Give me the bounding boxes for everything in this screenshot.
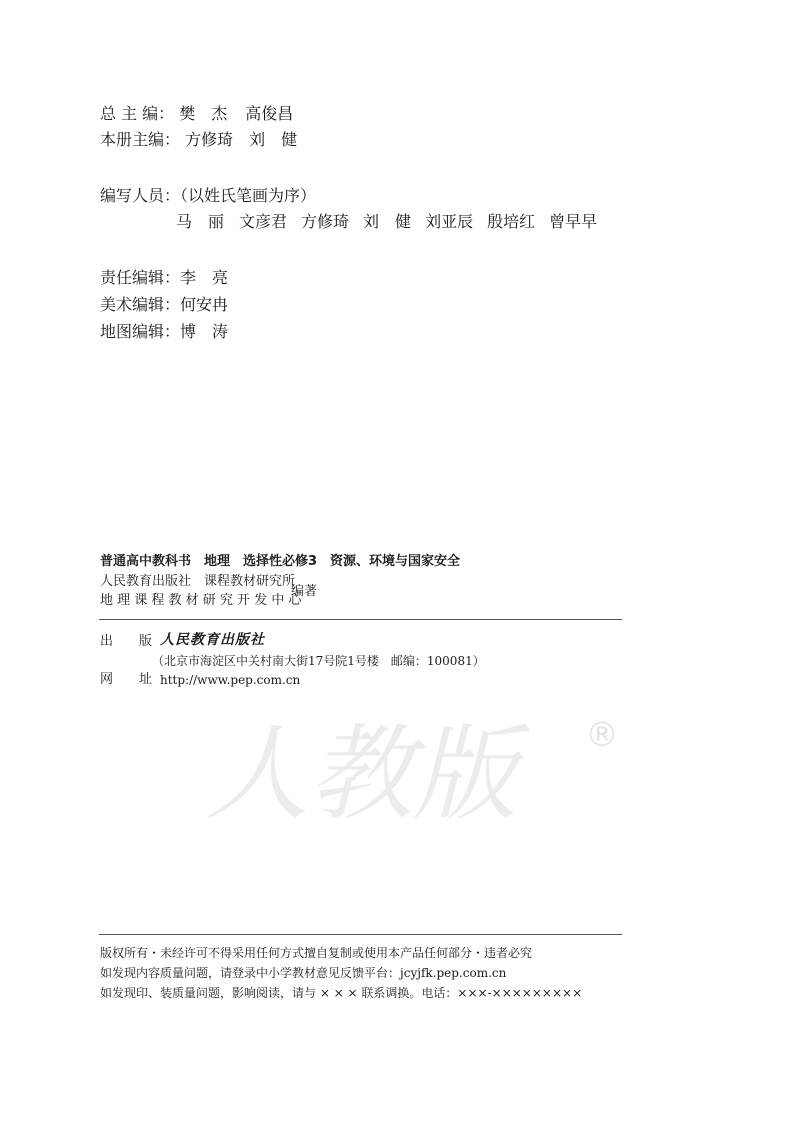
credit-label: 总 主 编： (100, 104, 175, 123)
credit-name: 博 涛 (180, 322, 229, 341)
credit-writers-names (176, 212, 597, 232)
credit-name: 马 丽 (176, 212, 225, 231)
credit-label: 本册主编： (100, 130, 181, 149)
watermark-text: 人教版 (205, 713, 518, 835)
credit-name: 樊 杰 (179, 104, 228, 123)
divider-top (99, 619, 622, 620)
credit-name: 方修琦 (301, 212, 350, 231)
publisher-logo: 人民教育出版社 (160, 632, 265, 648)
credit-chief-editor (100, 104, 293, 124)
book-author-line-2: 地 理 课 程 教 材 研 究 开 发 中 心 (100, 593, 302, 608)
credit-label: 责任编辑： (100, 268, 181, 287)
watermark-logo (175, 700, 635, 840)
credit-name: 殷培红 (487, 212, 536, 231)
credit-name: 刘 健 (363, 212, 412, 231)
credit-map-editor (100, 322, 228, 342)
credit-writers-label: 编写人员：（以姓氏笔画为序） (100, 186, 317, 205)
credit-name: 高俊昌 (245, 104, 294, 123)
credit-name: 何安冉 (180, 295, 229, 314)
watermark-registered-mark: ® (585, 715, 619, 755)
publisher-address: （北京市海淀区中关村南大街17号院1号楼 邮编：100081） (152, 654, 485, 668)
credit-label: 地图编辑： (100, 322, 181, 341)
credit-name: 李 亮 (180, 268, 229, 287)
credit-name: 刘亚辰 (425, 212, 474, 231)
credit-label: 美术编辑： (100, 295, 181, 314)
credit-name: 方修琦 (185, 130, 234, 149)
credit-name: 曾早早 (549, 212, 598, 231)
credit-responsible-editor (100, 268, 228, 288)
book-title: 普通高中教科书 地理 选择性必修3 资源、环境与国家安全 (100, 554, 461, 569)
book-authors-role: 编著 (291, 584, 318, 599)
credit-name: 文彦君 (239, 212, 288, 231)
credit-art-editor (100, 295, 228, 315)
divider-bottom (99, 934, 622, 935)
book-author-line-1: 人民教育出版社 课程教材研究所 (100, 574, 296, 589)
notice-print-feedback: 如发现印、装质量问题，影响阅读，请与 × × × 联系调换。电话：×××-××××××××× (100, 986, 583, 1000)
credit-name: 刘 健 (249, 130, 298, 149)
notice-content-feedback: 如发现内容质量问题，请登录中小学教材意见反馈平台：jcyjfk.pep.com.cn (100, 966, 507, 980)
website-label: 网 址 (100, 672, 153, 687)
credit-volume-editor (100, 130, 297, 150)
website-link[interactable]: http://www.pep.com.cn (160, 673, 301, 687)
notice-copyright: 版权所有・未经许可不得采用任何方式擅自复制或使用本产品任何部分・违者必究 (100, 946, 533, 960)
publisher-label: 出 版 (100, 634, 153, 649)
